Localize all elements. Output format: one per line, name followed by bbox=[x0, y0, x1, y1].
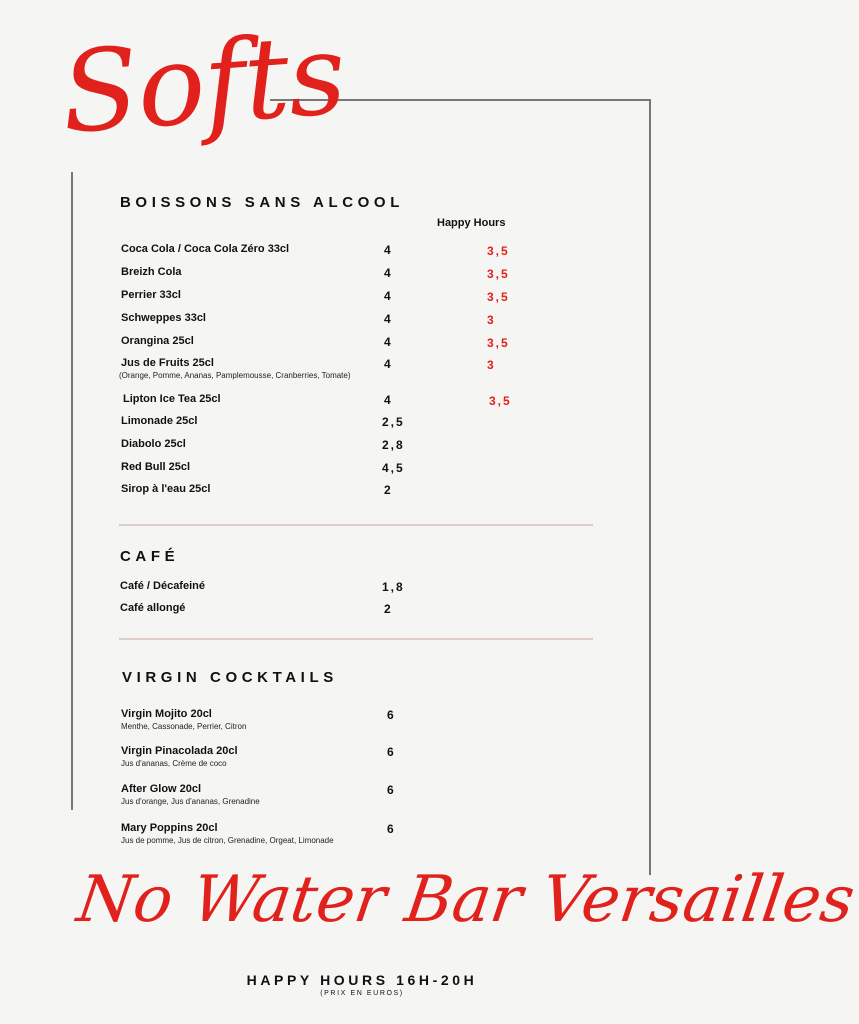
item-price: 4 bbox=[384, 266, 393, 280]
item-name: Virgin Mojito 20cl bbox=[121, 708, 212, 720]
menu-item-row bbox=[0, 266, 724, 284]
section-divider bbox=[119, 638, 593, 640]
item-description: Jus de pomme, Jus de citron, Grenadine, Orgeat, Limonade bbox=[121, 836, 334, 845]
item-name: Lipton Ice Tea 25cl bbox=[123, 393, 221, 405]
item-name: Café / Décafeiné bbox=[120, 580, 205, 592]
item-happy-hour-price: 3,5 bbox=[487, 290, 510, 304]
menu-item-row bbox=[0, 335, 724, 353]
section-title-virgin-cocktails: VIRGIN COCKTAILS bbox=[122, 669, 338, 686]
menu-item-row bbox=[0, 461, 724, 479]
menu-item-row bbox=[0, 357, 724, 380]
item-name: Coca Cola / Coca Cola Zéro 33cl bbox=[121, 243, 290, 255]
item-description: (Orange, Pomme, Ananas, Pamplemousse, Cranberries, Tomate) bbox=[119, 371, 351, 380]
item-name: Red Bull 25cl bbox=[121, 461, 191, 473]
menu-item-row bbox=[0, 783, 724, 806]
menu-item-row bbox=[0, 415, 724, 433]
menu-title: Softs bbox=[57, 9, 349, 159]
menu-item-row bbox=[0, 312, 724, 330]
item-name: Orangina 25cl bbox=[121, 335, 194, 347]
menu-item-row bbox=[0, 483, 724, 501]
item-happy-hour-price: 3 bbox=[487, 358, 496, 372]
item-name: Sirop à l'eau 25cl bbox=[121, 483, 211, 495]
item-happy-hour-price: 3,5 bbox=[487, 267, 510, 281]
item-price: 2,5 bbox=[382, 415, 405, 429]
item-description: Jus d'ananas, Crème de coco bbox=[121, 759, 227, 768]
item-price: 4 bbox=[384, 289, 393, 303]
menu-item-row bbox=[0, 602, 724, 620]
item-name: Breizh Cola bbox=[121, 266, 182, 278]
item-name: Perrier 33cl bbox=[121, 289, 181, 301]
item-happy-hour-price: 3,5 bbox=[487, 336, 510, 350]
item-price: 6 bbox=[387, 708, 396, 722]
item-price: 6 bbox=[387, 783, 396, 797]
item-price: 4 bbox=[384, 357, 393, 371]
section-title-cafe: CAFÉ bbox=[120, 548, 180, 565]
item-name: Virgin Pinacolada 20cl bbox=[121, 745, 238, 757]
menu-item-row bbox=[0, 438, 724, 456]
price-note: (PRIX EN EUROS) bbox=[320, 990, 404, 997]
item-price: 1,8 bbox=[382, 580, 405, 594]
section-divider bbox=[119, 524, 593, 526]
item-name: After Glow 20cl bbox=[121, 783, 202, 795]
bar-name: No Water Bar Versailles bbox=[72, 863, 859, 937]
item-price: 4 bbox=[384, 312, 393, 326]
item-name: Café allongé bbox=[120, 602, 186, 614]
item-name: Limonade 25cl bbox=[121, 415, 198, 427]
item-price: 4 bbox=[384, 393, 393, 407]
item-happy-hour-price: 3,5 bbox=[489, 394, 512, 408]
section-title-sans-alcool: BOISSONS SANS ALCOOL bbox=[120, 194, 404, 211]
happy-hours-times: HAPPY HOURS 16H-20H bbox=[246, 972, 478, 988]
item-description: Menthe, Cassonade, Perrier, Citron bbox=[121, 722, 247, 731]
item-price: 6 bbox=[387, 745, 396, 759]
item-price: 2 bbox=[384, 483, 393, 497]
item-name: Jus de Fruits 25cl bbox=[121, 357, 214, 369]
item-price: 2 bbox=[384, 602, 393, 616]
menu-item-row bbox=[0, 243, 724, 261]
item-name: Diabolo 25cl bbox=[121, 438, 186, 450]
menu-item-row bbox=[0, 745, 724, 768]
item-name: Schweppes 33cl bbox=[121, 312, 206, 324]
menu-item-row bbox=[0, 708, 724, 731]
item-price: 6 bbox=[387, 822, 396, 836]
item-price: 2,8 bbox=[382, 438, 405, 452]
happy-hours-column-header: Happy Hours bbox=[437, 217, 506, 229]
item-name: Mary Poppins 20cl bbox=[121, 822, 218, 834]
menu-item-row bbox=[0, 289, 724, 307]
menu-item-row bbox=[0, 393, 724, 411]
item-happy-hour-price: 3 bbox=[487, 313, 496, 327]
item-happy-hour-price: 3,5 bbox=[487, 244, 510, 258]
item-price: 4 bbox=[384, 243, 393, 257]
item-description: Jus d'orange, Jus d'ananas, Grenadine bbox=[121, 797, 260, 806]
item-price: 4,5 bbox=[382, 461, 405, 475]
item-price: 4 bbox=[384, 335, 393, 349]
menu-item-row bbox=[0, 580, 724, 598]
menu-item-row bbox=[0, 822, 724, 845]
